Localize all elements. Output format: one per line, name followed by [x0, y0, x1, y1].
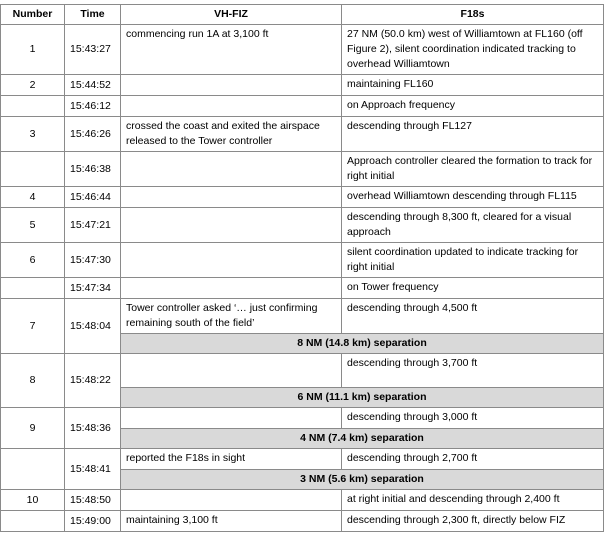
- cell-vhfiz: [121, 490, 342, 511]
- cell-f18s: descending through 2,700 ft: [342, 449, 604, 470]
- cell-time: 15:48:50: [65, 490, 121, 511]
- sequence-of-events-table: [0, 4, 604, 532]
- cell-f18s: descending through FL127: [342, 117, 604, 152]
- separation-label: 4 NM (7.4 km) separation: [121, 429, 604, 449]
- cell-vhfiz: maintaining 3,100 ft: [121, 511, 342, 532]
- table-row: [1, 96, 604, 117]
- cell-vhfiz: [121, 187, 342, 208]
- cell-vhfiz: [121, 75, 342, 96]
- cell-time: 15:46:26: [65, 117, 121, 152]
- cell-time: 15:43:27: [65, 25, 121, 75]
- header-time: Time: [65, 5, 121, 25]
- cell-f18s: at right initial and descending through 2,400 ft: [342, 490, 604, 511]
- cell-time: 15:46:12: [65, 96, 121, 117]
- table-row: [1, 299, 604, 334]
- table-row: [1, 354, 604, 388]
- separation-label: 6 NM (11.1 km) separation: [121, 388, 604, 408]
- table-row: [1, 75, 604, 96]
- cell-number: 7: [1, 299, 65, 354]
- table-row: [1, 243, 604, 278]
- table-row: [1, 408, 604, 429]
- cell-vhfiz: crossed the coast and exited the airspace released to the Tower controller: [121, 117, 342, 152]
- table-body: [1, 25, 604, 532]
- cell-vhfiz: [121, 408, 342, 429]
- cell-time: 15:46:38: [65, 152, 121, 187]
- cell-vhfiz: [121, 278, 342, 299]
- cell-time: 15:49:00: [65, 511, 121, 532]
- cell-f18s: overhead Williamtown descending through FL115: [342, 187, 604, 208]
- cell-vhfiz: commencing run 1A at 3,100 ft: [121, 25, 342, 75]
- table-row: [1, 187, 604, 208]
- cell-time: 15:44:52: [65, 75, 121, 96]
- separation-label: 8 NM (14.8 km) separation: [121, 334, 604, 354]
- cell-vhfiz: [121, 243, 342, 278]
- cell-f18s: on Tower frequency: [342, 278, 604, 299]
- cell-time: 15:48:41: [65, 449, 121, 490]
- cell-number: 4: [1, 187, 65, 208]
- table-row: [1, 449, 604, 470]
- header-number: Number: [1, 5, 65, 25]
- cell-f18s: Approach controller cleared the formation to track for right initial: [342, 152, 604, 187]
- cell-number: [1, 449, 65, 490]
- table-row: [1, 152, 604, 187]
- table-row: [1, 511, 604, 532]
- cell-number: 1: [1, 25, 65, 75]
- cell-time: 15:48:04: [65, 299, 121, 354]
- cell-vhfiz: Tower controller asked ‘… just confirming remaining south of the field’: [121, 299, 342, 334]
- cell-f18s: maintaining FL160: [342, 75, 604, 96]
- cell-f18s: on Approach frequency: [342, 96, 604, 117]
- cell-number: [1, 96, 65, 117]
- cell-number: 10: [1, 490, 65, 511]
- cell-vhfiz: [121, 152, 342, 187]
- cell-vhfiz: [121, 208, 342, 243]
- table-header-row: [1, 5, 604, 25]
- cell-time: 15:48:22: [65, 354, 121, 408]
- cell-time: 15:46:44: [65, 187, 121, 208]
- cell-number: 6: [1, 243, 65, 278]
- cell-time: 15:47:21: [65, 208, 121, 243]
- cell-f18s: 27 NM (50.0 km) west of Williamtown at FL160 (off Figure 2), silent coordination indicated tracking to overhead Williamtown: [342, 25, 604, 75]
- cell-f18s: descending through 2,300 ft, directly below FIZ: [342, 511, 604, 532]
- cell-number: 5: [1, 208, 65, 243]
- cell-vhfiz: [121, 354, 342, 388]
- cell-f18s: silent coordination updated to indicate tracking for right initial: [342, 243, 604, 278]
- cell-number: [1, 278, 65, 299]
- cell-time: 15:48:36: [65, 408, 121, 449]
- table-row: [1, 490, 604, 511]
- table-row: [1, 278, 604, 299]
- cell-number: 8: [1, 354, 65, 408]
- table-row: [1, 208, 604, 243]
- cell-f18s: descending through 3,700 ft: [342, 354, 604, 388]
- cell-f18s: descending through 4,500 ft: [342, 299, 604, 334]
- cell-f18s: descending through 3,000 ft: [342, 408, 604, 429]
- cell-vhfiz: reported the F18s in sight: [121, 449, 342, 470]
- cell-number: 9: [1, 408, 65, 449]
- cell-number: 3: [1, 117, 65, 152]
- cell-number: [1, 152, 65, 187]
- cell-number: 2: [1, 75, 65, 96]
- header-f18s: F18s: [342, 5, 604, 25]
- separation-label: 3 NM (5.6 km) separation: [121, 470, 604, 490]
- cell-vhfiz: [121, 96, 342, 117]
- cell-f18s: descending through 8,300 ft, cleared for a visual approach: [342, 208, 604, 243]
- table-row: [1, 25, 604, 75]
- cell-time: 15:47:30: [65, 243, 121, 278]
- sequence-table-container: [0, 4, 603, 532]
- header-vhfiz: VH-FIZ: [121, 5, 342, 25]
- cell-time: 15:47:34: [65, 278, 121, 299]
- table-row: [1, 117, 604, 152]
- cell-number: [1, 511, 65, 532]
